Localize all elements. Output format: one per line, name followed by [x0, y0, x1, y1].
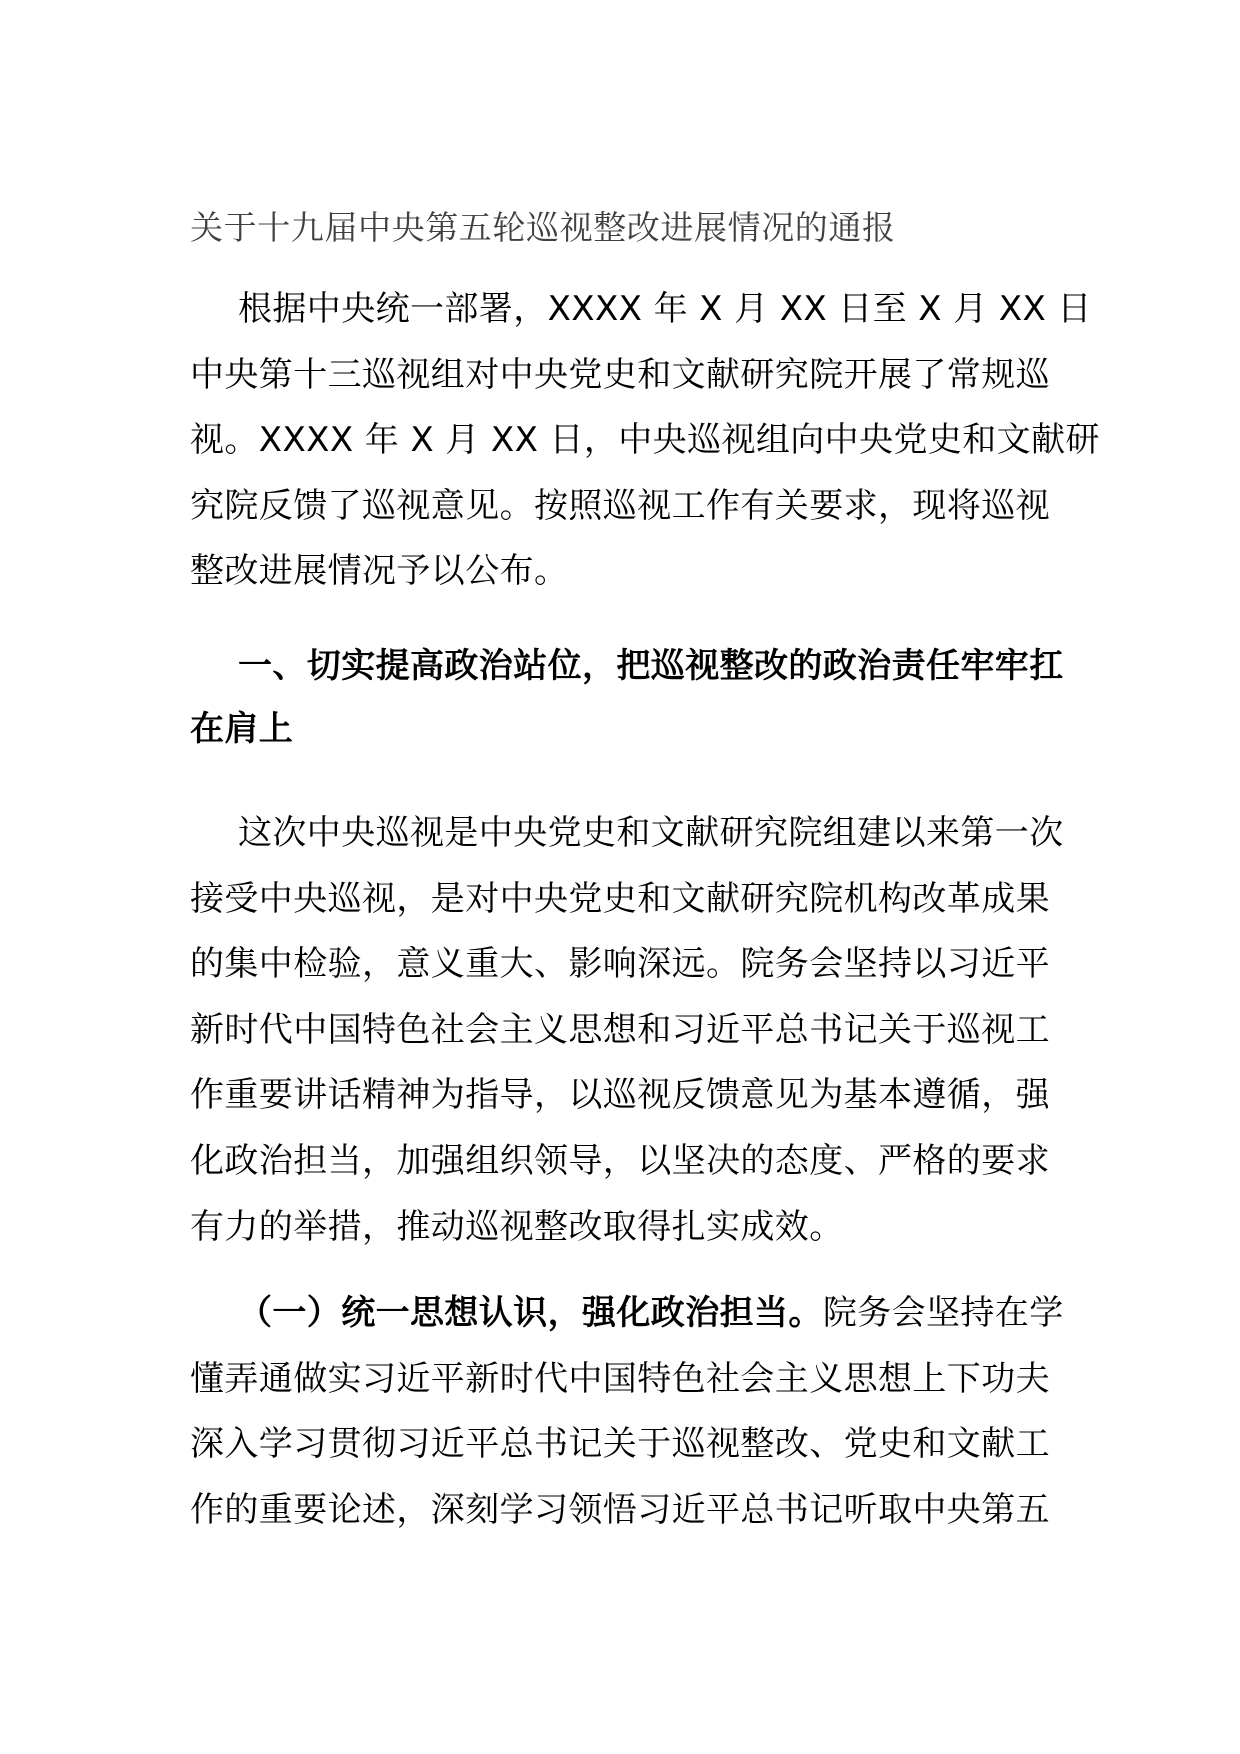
heading-line: 在肩上 — [190, 709, 294, 749]
subsection-lead-line — [190, 1281, 1064, 1347]
paragraph-line: 视。XXXX 年 X 月 XX 日，中央巡视组向中央党史和文献研 — [190, 420, 1100, 461]
paragraph-line: 接受中央巡视，是对中央党史和文献研究院机构改革成果 — [190, 878, 1050, 919]
subsection-heading: （一）统一思想认识，强化政治担当。 — [238, 1293, 823, 1333]
document-title — [190, 195, 1060, 261]
paragraph-line: 深入学习贯彻习近平总书记关于巡视整改、党史和文献工 — [190, 1424, 1050, 1465]
intro-paragraph — [190, 277, 1100, 605]
paragraph-line: 究院反馈了巡视意见。按照巡视工作有关要求，现将巡视 — [190, 485, 1050, 526]
paragraph-line: 这次中央巡视是中央党史和文献研究院组建以来第一次 — [238, 813, 1064, 853]
paragraph-line: 新时代中国特色社会主义思想和习近平总书记关于巡视工 — [190, 1009, 1050, 1050]
paragraph-line: 化政治担当，加强组织领导，以坚决的态度、严格的要求 — [190, 1140, 1050, 1181]
paragraph-line: 作的重要论述，深刻学习领悟习近平总书记听取中央第五 — [190, 1489, 1050, 1530]
paragraph-line: 懂弄通做实习近平新时代中国特色社会主义思想上下功夫 — [190, 1358, 1050, 1399]
subsection-1-paragraph — [190, 1281, 1064, 1543]
subsection-lead-text: 院务会坚持在学 — [822, 1293, 1064, 1333]
paragraph-line: 中央第十三巡视组对中央党史和文献研究院开展了常规巡 — [190, 354, 1050, 395]
paragraph-line: 有力的举措，推动巡视整改取得扎实成效。 — [190, 1206, 844, 1247]
paragraph-line: 作重要讲话精神为指导，以巡视反馈意见为基本遵循，强 — [190, 1075, 1050, 1116]
paragraph-line: 整改进展情况予以公布。 — [190, 551, 569, 592]
paragraph-line: 的集中检验，意义重大、影响深远。院务会坚持以习近平 — [190, 944, 1050, 985]
paragraph-line: 根据中央统一部署，XXXX 年 X 月 XX 日至 X 月 XX 日 — [238, 289, 1092, 329]
section-1-paragraph — [190, 801, 1064, 1260]
heading-line: 一、切实提高政治站位，把巡视整改的政治责任牢牢扛 — [238, 646, 1064, 686]
title-text: 关于十九届中央第五轮巡视整改进展情况的通报 — [190, 208, 896, 247]
section-heading-1 — [190, 635, 1064, 761]
